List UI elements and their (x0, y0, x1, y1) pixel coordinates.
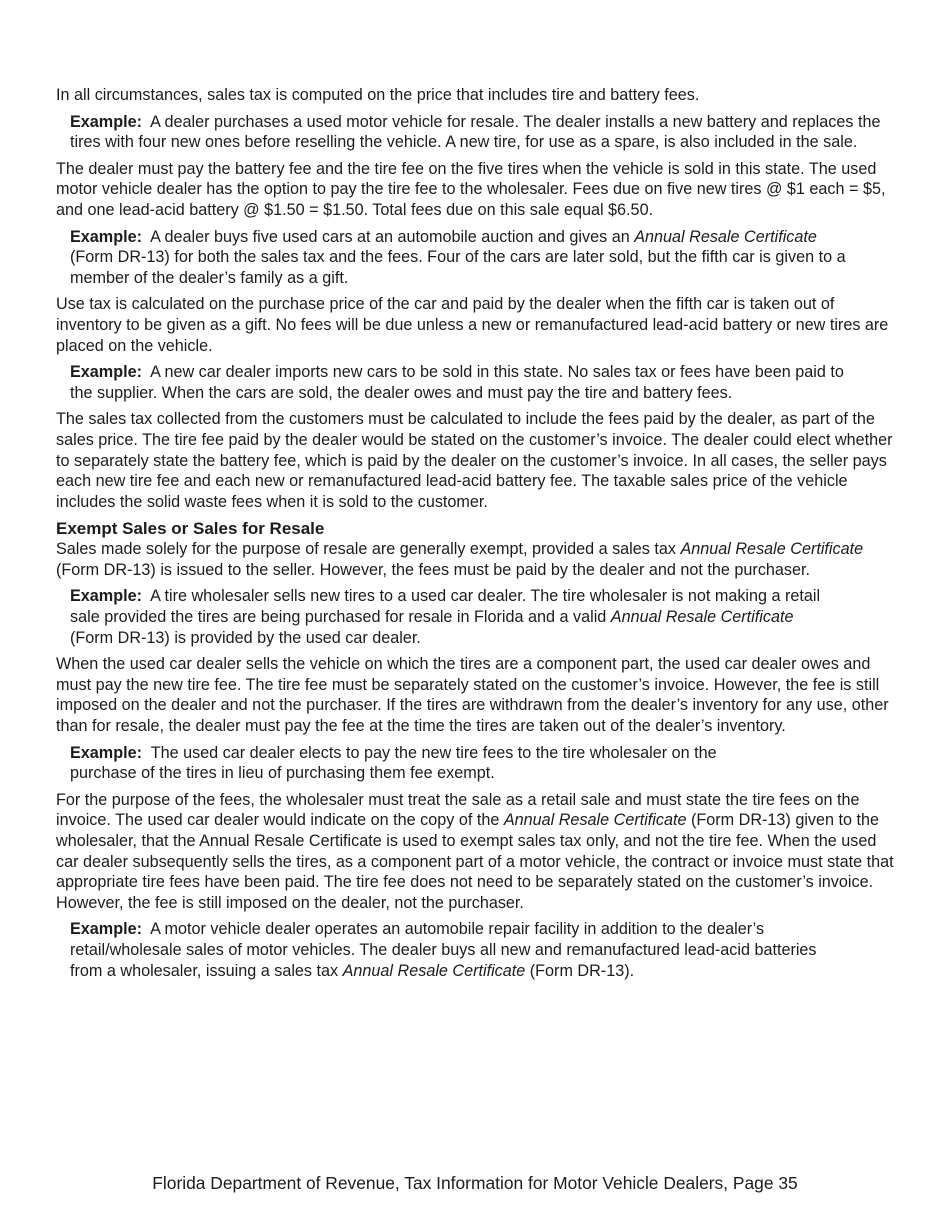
example-text: The used car dealer elects to pay the new tire fees to the tire wholesaler on the purchase of the tires in lieu of purchasing them fee exempt. (70, 743, 717, 783)
paragraph-use-tax: Use tax is calculated on the purchase price of the car and paid by the dealer when the fifth car is taken out of inventory to be given as a gift. No fees will be due unless a new or remanufactured lead-acid battery or new tires are placed on the vehicle. (56, 295, 889, 355)
paragraph-fee-calculation: The dealer must pay the battery fee and the tire fee on the five tires when the vehicle is sold in this state. The used motor vehicle dealer has the option to pay the tire fee to the wholesaler. Fees due on five new tires @ $1 each = $5, and one lead-acid battery @ $1.50 = $1.50. Total fees due on this sale equal $6.50. (56, 159, 886, 219)
paragraph-used-car-dealer-sells: When the used car dealer sells the vehicle on which the tires are a component part, the used car dealer owes and must pay the new tire fee. The tire fee must be separately stated on the customer’s invoice. However, the fee is still imposed on the dealer and not the purchaser. If the tires are withdrawn from the dealer’s inventory for any use, other than for resale, the dealer must pay the fee at the time the tires are taken out of the dealer’s inventory. (56, 655, 889, 736)
document-page (56, 85, 902, 987)
paragraph-text-after: (Form DR-13) given to the wholesaler, that the Annual Resale Certificate is used to exempt sales tax only, and not the tire fee. When the used car dealer subsequently sells the tires, as a component part of a motor vehicle, the contract or invoice must state that appropriate tire fees have been paid. The tire fee does not need to be separately stated on the customer’s invoice. However, the fee is still imposed on the dealer, not the purchaser. (56, 811, 894, 912)
example-text-before: A motor vehicle dealer operates an automobile repair facility in addition to the dealer’s retail/wholesale sales of motor vehicles. The dealer buys all new and remanufactured lead-acid batteries from a wholesaler, issuing a sales tax (70, 920, 817, 980)
paragraph-sales-tax-computation: In all circumstances, sales tax is computed on the price that includes tire and battery fees. (56, 86, 700, 104)
paragraph-text-after: (Form DR-13) is issued to the seller. However, the fees must be paid by the dealer and not the purchaser. (56, 560, 811, 579)
example-label: Example: (70, 743, 142, 762)
form-title-italic: Annual Resale Certificate (680, 540, 864, 559)
example-auction-cars (70, 227, 860, 289)
example-new-car-import (70, 362, 850, 403)
example-text-after: (Form DR-13) is provided by the used car dealer. (70, 628, 421, 647)
example-text-after: (Form DR-13) for both the sales tax and the fees. Four of the cars are later sold, but the fifth car is given to a member of the dealer’s family as a gift. (70, 248, 846, 287)
example-text-before: A dealer buys five used cars at an automobile auction and gives an (150, 227, 635, 246)
example-text-before: A tire wholesaler sells new tires to a used car dealer. The tire wholesaler is not making a retail sale provided the tires are being purchased for resale in Florida and a valid (70, 587, 821, 627)
example-repair-facility (70, 919, 820, 981)
example-label: Example: (70, 112, 142, 131)
paragraph-text-before: Sales made solely for the purpose of resale are generally exempt, provided a sales tax (56, 540, 681, 559)
example-label: Example: (70, 363, 142, 382)
example-label: Example: (70, 227, 142, 246)
form-title-italic: Annual Resale Certificate (342, 961, 526, 980)
example-dealer-elects-pay (70, 743, 770, 784)
example-tire-wholesaler (70, 586, 830, 648)
paragraph-resale-exempt (56, 539, 902, 580)
paragraph-wholesaler-retail-sale (56, 790, 902, 914)
paragraph-text-before: For the purpose of the fees, the wholesaler must treat the sale as a retail sale and must state the tire fees on the invoice. The used car dealer would indicate on the copy of the (56, 790, 860, 830)
example-text-after: (Form DR-13). (525, 961, 635, 980)
example-text: A new car dealer imports new cars to be sold in this state. No sales tax or fees have been paid to the supplier. When the cars are sold, the dealer owes and must pay the tire and battery fees. (70, 363, 844, 402)
section-heading-exempt-sales: Exempt Sales or Sales for Resale (56, 519, 325, 539)
page-footer: Florida Department of Revenue, Tax Information for Motor Vehicle Dealers, Page 35 (152, 1173, 798, 1193)
example-label: Example: (70, 920, 142, 939)
form-title-italic: Annual Resale Certificate (503, 811, 687, 830)
form-title-italic: Annual Resale Certificate (634, 227, 817, 246)
example-text: A dealer purchases a used motor vehicle for resale. The dealer installs a new battery and replaces the tires with four new ones before reselling the vehicle. A new tire, for use as a spare, is also included in the sale. (70, 112, 881, 152)
paragraph-sales-tax-collected: The sales tax collected from the customers must be calculated to include the fees paid by the dealer, as part of the sales price. The tire fee paid by the dealer would be stated on the customer’s invoice. The dealer could elect whether to separately state the battery fee, which is paid by the dealer on the customer’s invoice. In all cases, the seller pays each new tire fee and each new or remanufactured lead-acid battery fee. The taxable sales price of the vehicle includes the solid waste fees when it is sold to the customer. (56, 410, 893, 511)
form-title-italic: Annual Resale Certificate (610, 608, 794, 627)
example-used-vehicle-resale (70, 112, 900, 153)
example-label: Example: (70, 587, 142, 606)
